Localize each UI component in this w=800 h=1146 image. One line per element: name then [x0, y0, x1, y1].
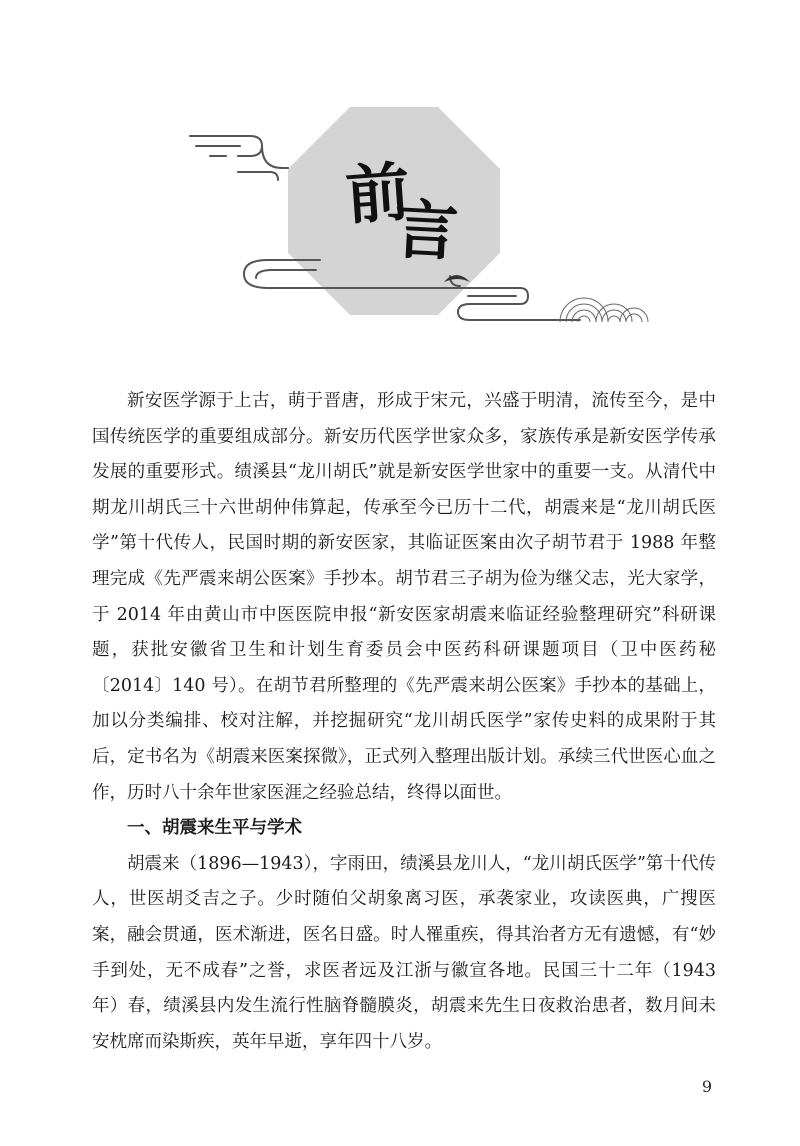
header-decoration: [0, 0, 800, 360]
intro-paragraph: 新安医学源于上古，萌于晋唐，形成于宋元，兴盛于明清，流传至今，是中国传统医学的重要组成部分。新安历代医学世家众多，家族传承是新安医学传承发展的重要形式。绩溪县“龙川胡氏”就是新安医学世家中的重要一支。从清代中期龙川胡氏三十六世胡仲伟算起，传承至今已历十二代，胡震来是“龙川胡氏医学”第十代传人，民国时期的新安医家，其临证医案由次子胡节君于 1988 年整理完成《先严震来胡公医案》手抄本。胡节君三子胡为俭为继父志，光大家学，于 2014 年由黄山市中医医院申报“新安医家胡震来临证经验整理研究”科研课题，获批安徽省卫生和计划生育委员会中医药科研课题项目（卫中医药秘〔2014〕140 号）。在胡节君所整理的《先严震来胡公医案》手抄本的基础上，加以分类编排、校对注解，并挖掘研究“龙川胡氏医学”家传史料的成果附于其后，定书名为《胡震来医案探微》，正式列入整理出版计划。承续三代世医心血之作，历时八十余年世家医涯之经验总结，终得以面世。: [92, 391, 716, 803]
cloud-swirl-upper-left: [190, 136, 288, 180]
section-paragraph: 胡震来（1896—1943），字雨田，绩溪县龙川人，“龙川胡氏医学”第十代传人，世医胡爻吉之子。少时随伯父胡象离习医，承袭家业，攻读医典，广搜医案，融会贯通，医术渐进，医名日盛。时人罹重疾，得其治者方无有遗憾，有“妙手到处，无不成春”之誉，求医者远及江浙与徽宣各地。民国三十二年（1943 年）春，绩溪县内发生流行性脑脊髓膜炎，胡震来先生日夜救治患者，数月间未安枕席而染斯疾，英年早逝，享年四十八岁。: [92, 853, 716, 1052]
page-number: 9: [701, 1077, 712, 1096]
wave-arcs: [560, 298, 648, 322]
octagon-frame: [288, 107, 500, 315]
body-text: [92, 384, 716, 1060]
section-heading: 一、胡震来生平与学术: [127, 818, 302, 839]
title-char-1: 前: [343, 154, 413, 235]
title-char-2: 言: [392, 192, 460, 271]
